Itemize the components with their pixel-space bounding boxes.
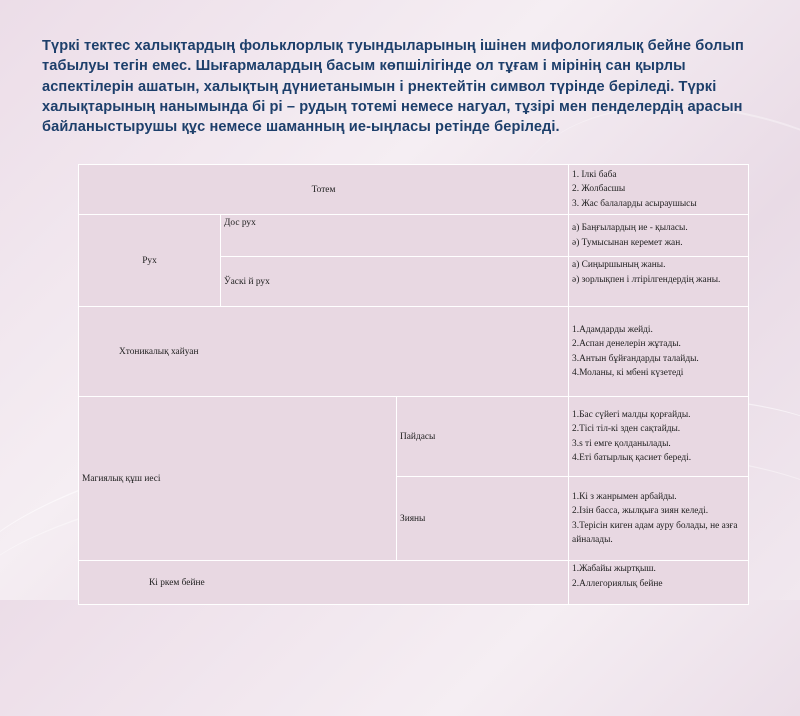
list-item: 1.Жабайы жыртқыш. bbox=[572, 564, 656, 574]
list-item: 3.Антын бұйғандарды талайды. bbox=[572, 353, 699, 364]
chthonic-label: Хтоникалық хайуан bbox=[79, 307, 569, 397]
list-item: 3.Терісін киген адам ауру болады, не азға айналады. bbox=[572, 520, 738, 545]
list-item: 1.Бас сүйегі малды қорғайды. bbox=[572, 409, 691, 420]
totem-items bbox=[569, 165, 749, 215]
list-item: а) Сиңыршының жаны. bbox=[572, 260, 666, 270]
list-item: 2.Тісі тіл-кі зден сақтайды. bbox=[572, 424, 681, 434]
list-item: 1.Адамдарды жейді. bbox=[572, 324, 653, 335]
list-item: 2.Ізін басса, жылқыға зиян келеді. bbox=[572, 506, 709, 516]
list-item: ә) Тумысынан керемет жан. bbox=[572, 237, 683, 248]
spirit-label: Рух bbox=[79, 215, 221, 307]
harmful-items bbox=[569, 477, 749, 561]
totem-label: Тотем bbox=[79, 165, 569, 215]
harmful-label: Зияны bbox=[397, 477, 569, 561]
list-item: 1.Кі з жанрымен арбайды. bbox=[572, 491, 677, 502]
useful-items bbox=[569, 397, 749, 477]
list-item: 1. Ілкі баба bbox=[572, 169, 617, 180]
evil-spirit-label: Ўаскі й рух bbox=[221, 257, 569, 307]
intro-paragraph: Түркі тектес халықтардың фольклорлық туындыларының ішінен мифологиялық бейне болып табылуы тегін емес. Шығармалардың басым көпшілігінде ол тұғам і мірінің сан қырлы аспектілерін ашатын, халықтың дүниетанымын і рнектейтін символ түрінде беріледі. Түркі халықтарының нанымында бі рі – рудың тотемі немесе нагуал, тұзірі мен пенделердің арасын байланыстырушы құс немесе шаманның ие-ыңласы ретінде беріледі. bbox=[42, 38, 744, 136]
list-item: 2. Жолбасшы bbox=[572, 184, 626, 195]
list-item: 2.Аспан денелерін жұтады. bbox=[572, 339, 681, 349]
list-item: 2.Аллегориялық бейне bbox=[572, 578, 663, 589]
list-item: ә) зорлықпен і лтірілгендердің жаны. bbox=[572, 274, 721, 285]
magic-label: Магиялық құш иесі bbox=[79, 397, 397, 561]
list-item: 4.Моланы, кі мбені күзетеді bbox=[572, 368, 684, 378]
list-item: 3. Жас балаларды асыраушысы bbox=[572, 198, 697, 209]
list-item: 4.Еті батырлық қасиет береді. bbox=[572, 453, 692, 463]
evil-spirit-items bbox=[569, 257, 749, 307]
mythology-table bbox=[78, 164, 748, 605]
chthonic-items bbox=[569, 307, 749, 397]
list-item: а) Баңғылардың ие - қыласы. bbox=[572, 223, 688, 233]
good-spirit-label: Дос рух bbox=[221, 215, 569, 257]
art-label: Кі ркем бейне bbox=[79, 561, 569, 605]
good-spirit-items bbox=[569, 215, 749, 257]
list-item: 3.s ті емге қолданылады. bbox=[572, 438, 671, 449]
useful-label: Пайдасы bbox=[397, 397, 569, 477]
art-items bbox=[569, 561, 749, 605]
